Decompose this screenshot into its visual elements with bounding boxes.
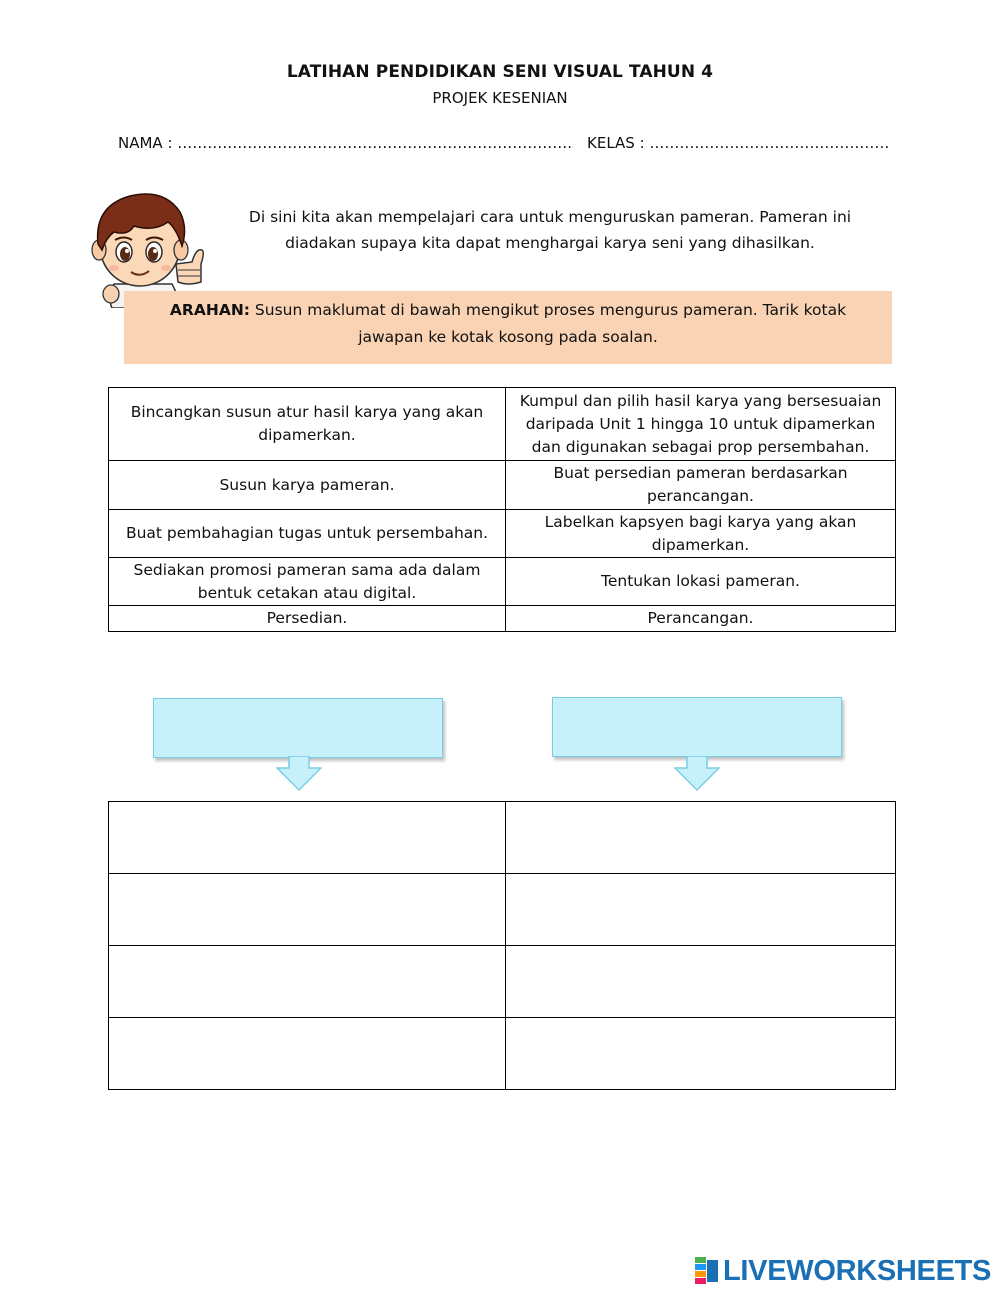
arrow-down-icon — [276, 756, 322, 792]
arrow-down-icon — [674, 756, 720, 792]
answer-option[interactable]: Kumpul dan pilih hasil karya yang bersesuaian daripada Unit 1 hingga 10 untuk dipamerkan dan digunakan sebagai prop persembahan. — [506, 388, 896, 461]
heading-drop-box-right[interactable] — [552, 697, 842, 757]
answer-drop-slot[interactable] — [506, 802, 896, 874]
instruction-label: ARAHAN: — [169, 301, 250, 319]
intro-paragraph: Di sini kita akan mempelajari cara untuk menguruskan pameran. Pameran ini diadakan supaya kita dapat menghargai karya seni yang dihasilkan. — [248, 208, 852, 252]
answer-drop-slot[interactable] — [506, 1018, 896, 1090]
name-field-label: NAMA : ……………………………………………………………………. — [118, 134, 573, 152]
answer-option[interactable]: Susun karya pameran. — [109, 461, 506, 510]
worksheet-title: LATIHAN PENDIDIKAN SENI VISUAL TAHUN 4 — [286, 62, 714, 82]
answer-option[interactable]: Labelkan kapsyen bagi karya yang akan dipamerkan. — [506, 510, 896, 558]
answer-drop-grid — [108, 801, 896, 1090]
logo-blocks-icon — [695, 1257, 719, 1285]
answer-drop-slot[interactable] — [506, 946, 896, 1018]
boy-thumbs-up-icon — [84, 188, 206, 308]
liveworksheets-logo — [695, 1253, 991, 1289]
answer-option[interactable]: Bincangkan susun atur hasil karya yang akan dipamerkan. — [109, 388, 506, 461]
instruction-box — [124, 291, 892, 364]
answer-option-heading[interactable]: Persedian. — [109, 606, 506, 632]
heading-drop-box-left[interactable] — [153, 698, 443, 758]
instruction-text: Susun maklumat di bawah mengikut proses mengurus pameran. Tarik kotak jawapan ke kotak kosong pada soalan. — [250, 301, 847, 346]
answer-option[interactable]: Buat persedian pameran berdasarkan perancangan. — [506, 461, 896, 510]
answer-option-heading[interactable]: Perancangan. — [506, 606, 896, 632]
answer-drop-slot[interactable] — [109, 1018, 506, 1090]
class-field-label: KELAS : ………………………………………… — [587, 134, 890, 152]
answer-option[interactable]: Buat pembahagian tugas untuk persembahan. — [109, 510, 506, 558]
answer-drop-slot[interactable] — [506, 874, 896, 946]
worksheet-subtitle: PROJEK KESENIAN — [432, 89, 568, 107]
answer-option[interactable]: Sediakan promosi pameran sama ada dalam bentuk cetakan atau digital. — [109, 558, 506, 606]
answer-drop-slot[interactable] — [109, 946, 506, 1018]
answer-drop-slot[interactable] — [109, 802, 506, 874]
answer-drop-slot[interactable] — [109, 874, 506, 946]
answer-option[interactable]: Tentukan lokasi pameran. — [506, 558, 896, 606]
brand-name: LIVEWORKSHEETS — [723, 1254, 992, 1287]
answer-options-table — [108, 387, 896, 632]
